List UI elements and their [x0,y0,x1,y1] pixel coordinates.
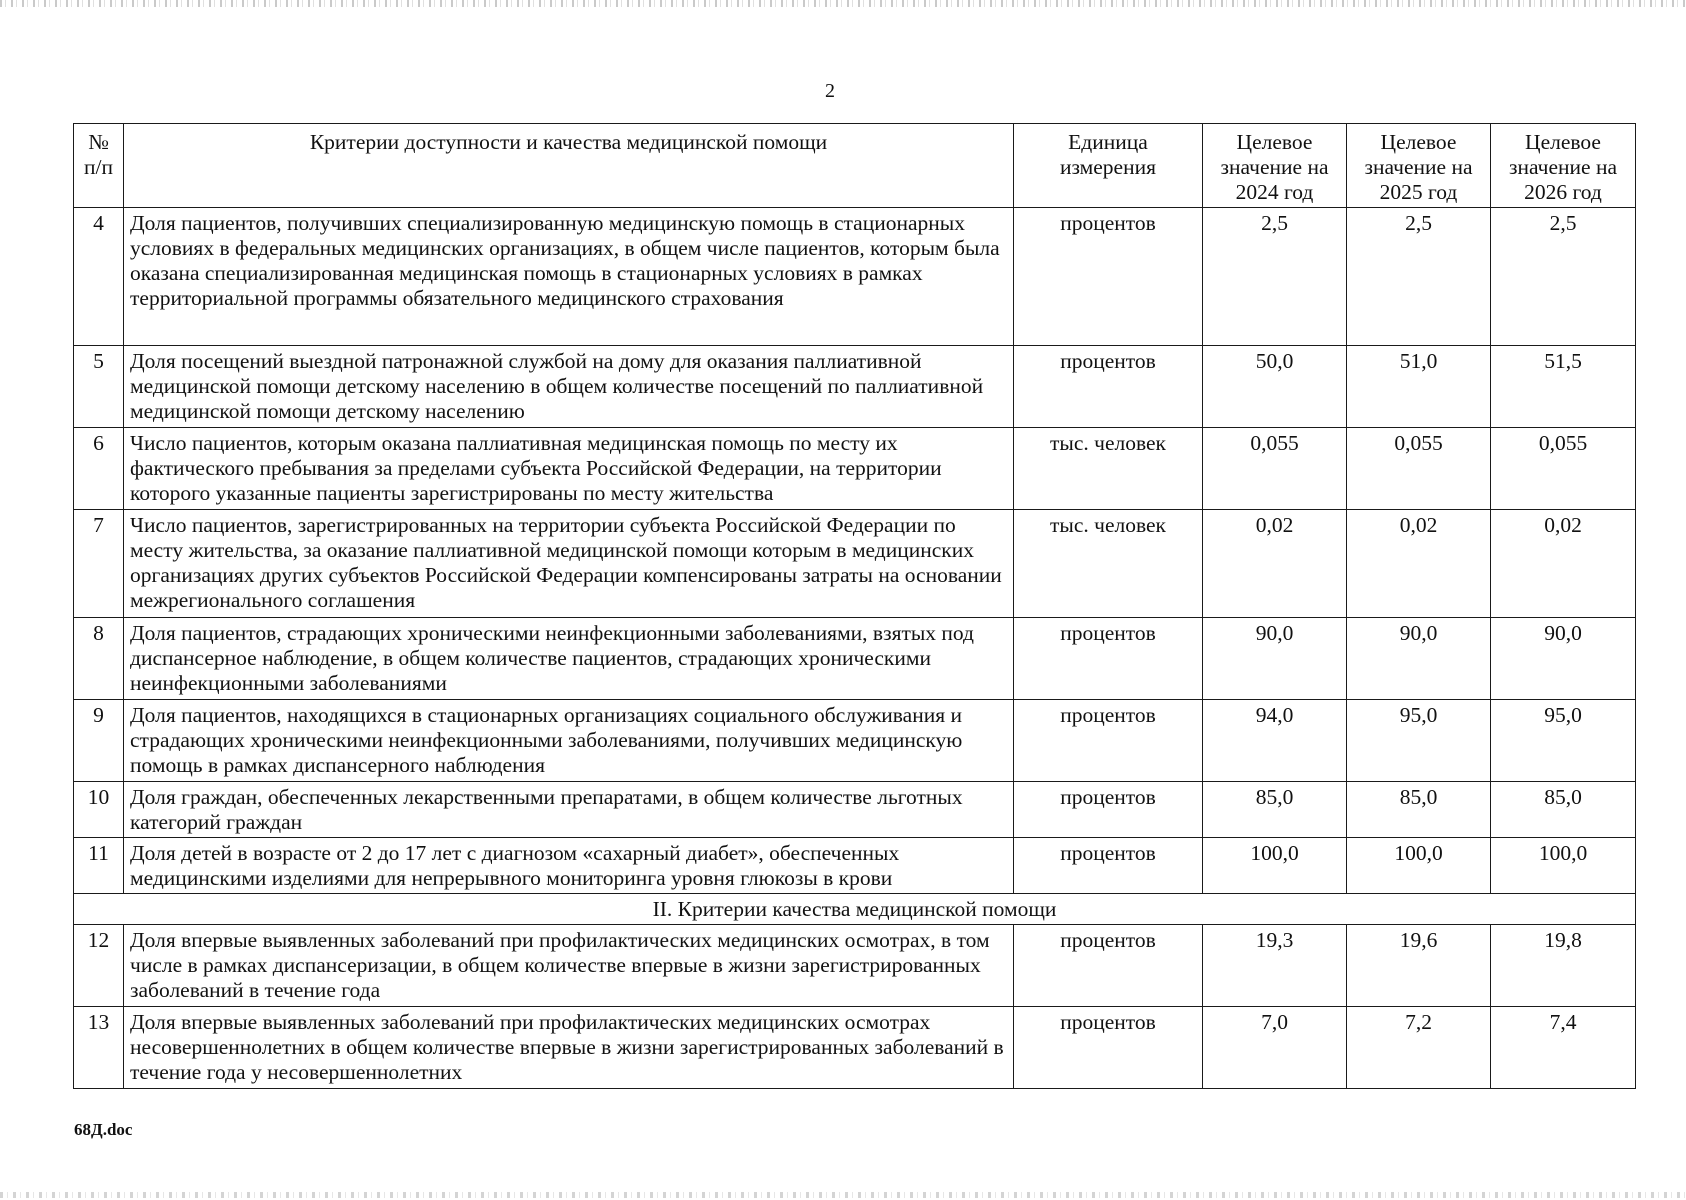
row-unit: процентов [1014,782,1203,838]
row-unit: процентов [1014,700,1203,782]
row-value-2026: 51,5 [1491,346,1636,428]
row-value-2026: 95,0 [1491,700,1636,782]
row-criteria-text: Доля граждан, обеспеченных лекарственными препаратами, в общем количестве льготных категорий граждан [124,782,1014,838]
row-criteria-text: Доля пациентов, получивших специализированную медицинскую помощь в стационарных условиях в федеральных медицинских организациях, в общем числе пациентов, которым была оказана специализированная медицинская помощь в стационарных условиях в рамках территориальной программы обязательного медицинского страхования [124,208,1014,346]
row-unit: процентов [1014,1007,1203,1089]
row-value-2025: 51,0 [1347,346,1491,428]
row-value-2024: 0,055 [1203,428,1347,510]
row-number: 12 [74,925,124,1007]
table-row [74,618,1636,700]
criteria-table [73,123,1636,1089]
row-value-2024: 7,0 [1203,1007,1347,1089]
header-row [74,124,1636,208]
page-number: 2 [825,80,835,102]
row-value-2025: 0,02 [1347,510,1491,618]
row-unit: процентов [1014,346,1203,428]
row-value-2024: 50,0 [1203,346,1347,428]
row-value-2024: 90,0 [1203,618,1347,700]
row-criteria-text: Число пациентов, зарегистрированных на территории субъекта Российской Федерации по месту жительства, за оказание паллиативной медицинской помощи которым в медицинских организациях других субъектов Российской Федерации компенсированы затраты на основании межрегионального соглашения [124,510,1014,618]
row-value-2025: 100,0 [1347,838,1491,894]
row-value-2024: 85,0 [1203,782,1347,838]
row-number: 5 [74,346,124,428]
row-unit: процентов [1014,208,1203,346]
row-number: 8 [74,618,124,700]
table-row [74,700,1636,782]
row-value-2025: 0,055 [1347,428,1491,510]
row-criteria-text: Доля посещений выездной патронажной службой на дому для оказания паллиативной медицинской помощи детскому населению в общем количестве посещений по паллиативной медицинской помощи детскому населению [124,346,1014,428]
table-row [74,838,1636,894]
row-value-2025: 95,0 [1347,700,1491,782]
row-value-2025: 2,5 [1347,208,1491,346]
row-value-2026: 7,4 [1491,1007,1636,1089]
row-value-2024: 94,0 [1203,700,1347,782]
table-row [74,346,1636,428]
row-number: 11 [74,838,124,894]
table-row [74,208,1636,346]
section-header-row [74,894,1636,925]
row-unit: процентов [1014,838,1203,894]
scan-edge-top [0,0,1686,7]
row-value-2026: 90,0 [1491,618,1636,700]
row-value-2025: 85,0 [1347,782,1491,838]
header-target-2024: Целевое значение на 2024 год [1203,124,1347,208]
row-value-2026: 19,8 [1491,925,1636,1007]
scan-edge-bottom [0,1192,1686,1198]
row-value-2025: 90,0 [1347,618,1491,700]
row-value-2026: 0,055 [1491,428,1636,510]
row-value-2026: 85,0 [1491,782,1636,838]
table-row [74,510,1636,618]
table-row [74,925,1636,1007]
row-value-2025: 19,6 [1347,925,1491,1007]
row-value-2024: 2,5 [1203,208,1347,346]
section-title: II. Критерии качества медицинской помощи [74,894,1636,925]
row-value-2024: 0,02 [1203,510,1347,618]
row-value-2026: 0,02 [1491,510,1636,618]
row-number: 4 [74,208,124,346]
row-unit: процентов [1014,925,1203,1007]
row-number: 10 [74,782,124,838]
row-criteria-text: Доля пациентов, страдающих хроническими неинфекционными заболеваниями, взятых под диспансерное наблюдение, в общем количестве пациентов, страдающих хроническими неинфекционными заболеваниями [124,618,1014,700]
row-criteria-text: Число пациентов, которым оказана паллиативная медицинская помощь по месту их фактического пребывания за пределами субъекта Российской Федерации, на территории которого указанные пациенты зарегистрированы по месту жительства [124,428,1014,510]
row-value-2025: 7,2 [1347,1007,1491,1089]
row-criteria-text: Доля детей в возрасте от 2 до 17 лет с диагнозом «сахарный диабет», обеспеченных медицинскими изделиями для непрерывного мониторинга уровня глюкозы в крови [124,838,1014,894]
header-target-2026: Целевое значение на 2026 год [1491,124,1636,208]
row-number: 9 [74,700,124,782]
header-unit: Единица измерения [1014,124,1203,208]
table-row [74,428,1636,510]
table-row [74,782,1636,838]
row-criteria-text: Доля впервые выявленных заболеваний при профилактических медицинских осмотрах, в том числе в рамках диспансеризации, в общем количестве впервые в жизни зарегистрированных заболеваний в течение года [124,925,1014,1007]
row-number: 13 [74,1007,124,1089]
header-criteria: Критерии доступности и качества медицинской помощи [124,124,1014,208]
row-number: 7 [74,510,124,618]
table-row [74,1007,1636,1089]
row-unit: тыс. человек [1014,510,1203,618]
row-criteria-text: Доля впервые выявленных заболеваний при профилактических медицинских осмотрах несовершеннолетних в общем количестве впервые в жизни зарегистрированных заболеваний в течение года у несовершеннолетних [124,1007,1014,1089]
row-value-2026: 2,5 [1491,208,1636,346]
row-value-2024: 100,0 [1203,838,1347,894]
header-num: № п/п [74,124,124,208]
row-criteria-text: Доля пациентов, находящихся в стационарных организациях социального обслуживания и страдающих хроническими неинфекционными заболеваниями, получивших медицинскую помощь в рамках диспансерного наблюдения [124,700,1014,782]
row-value-2024: 19,3 [1203,925,1347,1007]
row-value-2026: 100,0 [1491,838,1636,894]
row-unit: тыс. человек [1014,428,1203,510]
row-unit: процентов [1014,618,1203,700]
row-number: 6 [74,428,124,510]
header-target-2025: Целевое значение на 2025 год [1347,124,1491,208]
footer-filename: 68Д.doc [74,1120,133,1139]
